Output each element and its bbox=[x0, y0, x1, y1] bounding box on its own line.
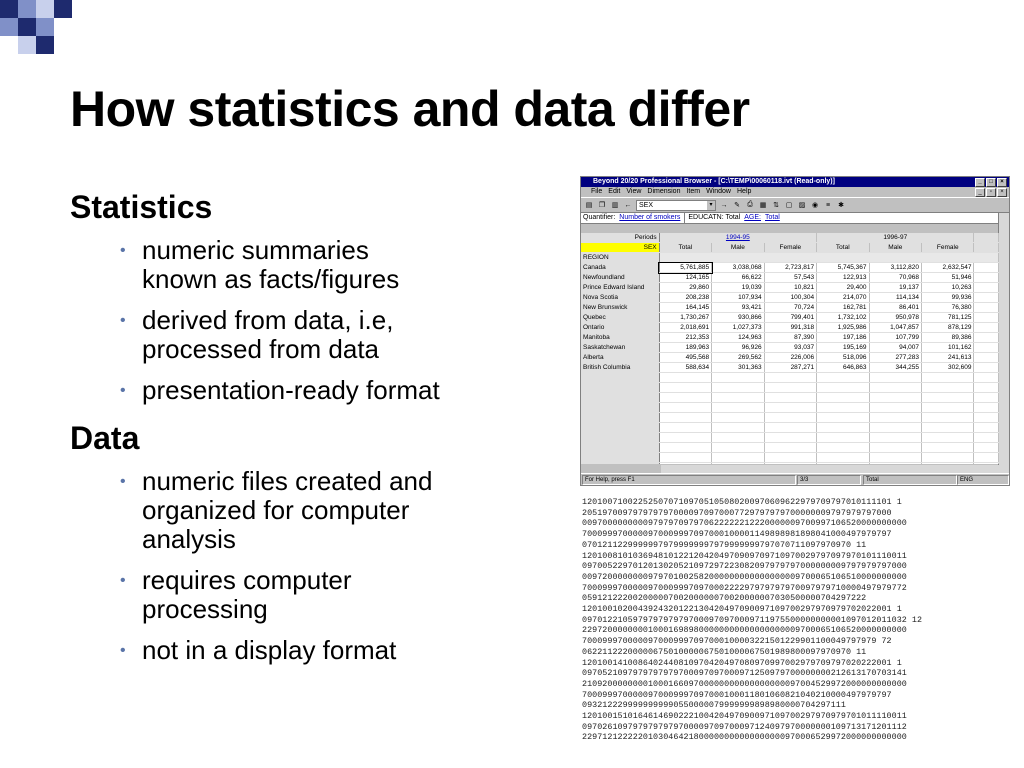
table-cell[interactable]: 189,963 bbox=[659, 343, 711, 353]
table-cell[interactable]: 89,386 bbox=[922, 333, 974, 343]
row-header[interactable]: British Columbia bbox=[581, 363, 659, 373]
doc-minimize-icon[interactable]: _ bbox=[975, 188, 985, 197]
window-title: Beyond 20/20 Professional Browser - [C:\TEMP\00060118.ivt (Read-only)] bbox=[593, 178, 835, 185]
table-cell[interactable]: 86,401 bbox=[869, 303, 921, 313]
empty-row bbox=[581, 403, 999, 413]
table-cell[interactable]: 1,730,267 bbox=[659, 313, 711, 323]
bullet-item: • requires computer processing bbox=[120, 566, 442, 624]
table-cell[interactable]: 269,562 bbox=[712, 353, 764, 363]
empty-row bbox=[581, 433, 999, 443]
raw-data-line: 1201001020043924320122130420497090097109700297970979702022001 1 bbox=[582, 604, 902, 615]
quantifier-bar bbox=[581, 213, 999, 224]
row-header[interactable]: Ontario bbox=[581, 323, 659, 333]
table-cell[interactable]: 57,543 bbox=[764, 273, 816, 283]
empty-row bbox=[581, 443, 999, 453]
browser-window bbox=[580, 176, 1010, 486]
table-cell[interactable]: 10,263 bbox=[922, 283, 974, 293]
table-cell[interactable]: 1,925,986 bbox=[817, 323, 869, 333]
raw-data-line: 0097000000000979797097970622222212220000009700997106520000000000 bbox=[582, 518, 907, 529]
dimension-combo[interactable]: SEX ▾ bbox=[636, 200, 716, 211]
table-cell[interactable]: 1,047,857 bbox=[869, 323, 921, 333]
table-cell[interactable]: 164,145 bbox=[659, 303, 711, 313]
empty-row bbox=[581, 393, 999, 403]
status-page: 3/3 bbox=[797, 475, 861, 485]
table-cell[interactable]: 495,568 bbox=[659, 353, 711, 363]
print-icon[interactable]: ⎙ bbox=[745, 200, 755, 210]
status-total: Total bbox=[863, 475, 957, 485]
doc-close-icon[interactable]: × bbox=[997, 188, 1007, 197]
table-cell[interactable]: 99,936 bbox=[922, 293, 974, 303]
col-header[interactable]: Female bbox=[922, 243, 974, 253]
raw-data-line: 7000999700000970009997097000222297979797970097979710000497979772 bbox=[582, 582, 907, 593]
copy-icon[interactable]: ❐ bbox=[598, 202, 606, 209]
table-cell[interactable]: 2,723,817 bbox=[764, 263, 816, 273]
raw-data-line: 1201008101036948101221204204970909709710970029797097970101110011 bbox=[582, 550, 907, 561]
map-icon[interactable]: ◉ bbox=[811, 202, 819, 209]
raw-data-block bbox=[582, 497, 1012, 765]
table-cell[interactable]: 122,913 bbox=[817, 273, 869, 283]
section-heading-data: Data bbox=[70, 420, 140, 456]
table-cell[interactable]: 124,165 bbox=[659, 273, 711, 283]
table-cell[interactable]: 3,038,068 bbox=[712, 263, 764, 273]
table-cell[interactable]: 241,613 bbox=[922, 353, 974, 363]
table-cell[interactable]: 162,781 bbox=[817, 303, 869, 313]
row-header[interactable]: Nova Scotia bbox=[581, 293, 659, 303]
row-header[interactable]: Canada bbox=[581, 263, 659, 273]
table-cell[interactable]: 344,255 bbox=[869, 363, 921, 373]
slide-title: How statistics and data differ bbox=[70, 81, 750, 137]
raw-data-line: 0970521097979797979700097097000971250979700000000212613170703141 bbox=[582, 668, 907, 679]
open-folder-icon[interactable]: ▤ bbox=[585, 202, 593, 209]
table-row[interactable] bbox=[581, 303, 999, 313]
table-row[interactable] bbox=[581, 273, 999, 283]
col-header[interactable]: Male bbox=[869, 243, 921, 253]
row-header[interactable]: Newfoundland bbox=[581, 273, 659, 283]
raw-data-line: 0970052297012013020521097297223082097979797000000009797979797000 bbox=[582, 561, 907, 572]
empty-row bbox=[581, 453, 999, 463]
table-row[interactable] bbox=[581, 343, 999, 353]
age-value[interactable]: Total bbox=[764, 214, 780, 221]
row-header[interactable]: Prince Edward Island bbox=[581, 283, 659, 293]
table-cell[interactable]: 302,609 bbox=[922, 363, 974, 373]
table-row[interactable] bbox=[581, 353, 999, 363]
table-cell[interactable]: 29,400 bbox=[817, 283, 869, 293]
minimize-icon[interactable]: _ bbox=[975, 178, 985, 187]
book-icon[interactable]: ▥ bbox=[611, 202, 619, 209]
table-row[interactable] bbox=[581, 333, 999, 343]
data-grid bbox=[581, 233, 999, 464]
table-row[interactable] bbox=[581, 313, 999, 323]
period-header-2[interactable]: 1996-97 bbox=[817, 233, 974, 243]
table-cell[interactable]: 518,096 bbox=[817, 353, 869, 363]
table-cell[interactable]: 19,137 bbox=[869, 283, 921, 293]
table-cell[interactable]: 66,622 bbox=[712, 273, 764, 283]
raw-data-line: 2051970097979797970000970970007729797979700000009797979797000 bbox=[582, 507, 892, 518]
empty-row bbox=[581, 373, 999, 383]
menu-bar bbox=[581, 187, 1009, 197]
table-cell[interactable]: 10,821 bbox=[764, 283, 816, 293]
table-cell[interactable]: 29,860 bbox=[659, 283, 711, 293]
table-cell[interactable]: 781,125 bbox=[922, 313, 974, 323]
table-cell[interactable]: 588,634 bbox=[659, 363, 711, 373]
table-cell[interactable]: 799,401 bbox=[764, 313, 816, 323]
statistics-bullets bbox=[70, 236, 520, 405]
table-cell[interactable]: 212,353 bbox=[659, 333, 711, 343]
pencil-icon[interactable]: ✎ bbox=[732, 200, 742, 210]
doc-restore-icon[interactable]: ▫ bbox=[986, 188, 996, 197]
table-cell[interactable]: 2,632,547 bbox=[922, 263, 974, 273]
table-cell[interactable]: 19,039 bbox=[712, 283, 764, 293]
table-icon[interactable]: ▦ bbox=[759, 202, 767, 209]
table-cell[interactable]: 96,926 bbox=[712, 343, 764, 353]
raw-data-line: 06221122200000675010000067501000067501989800097970970 11 bbox=[582, 646, 867, 657]
raw-data-line: 0097200000000979701002582000000000000000009700065106510000000000 bbox=[582, 571, 907, 582]
empty-row bbox=[581, 413, 999, 423]
toolbar bbox=[581, 197, 1009, 213]
table-cell[interactable]: 214,070 bbox=[817, 293, 869, 303]
col-header[interactable]: Female bbox=[764, 243, 816, 253]
raw-data-line: 0932122299999999990550000079999999898980000704297111 bbox=[582, 700, 846, 711]
age-label[interactable]: AGE: bbox=[744, 214, 761, 221]
empty-row bbox=[581, 423, 999, 433]
table-cell[interactable]: 1,732,102 bbox=[817, 313, 869, 323]
menu-window[interactable]: Window bbox=[706, 188, 731, 195]
table-cell[interactable]: 51,946 bbox=[922, 273, 974, 283]
table-row[interactable] bbox=[581, 363, 999, 373]
chart-icon[interactable]: ▨ bbox=[798, 202, 806, 209]
menu-help[interactable]: Help bbox=[737, 188, 752, 195]
quantifier-label: Quantifier: bbox=[583, 214, 616, 221]
table-cell[interactable]: 107,934 bbox=[712, 293, 764, 303]
page-icon[interactable]: ▢ bbox=[785, 202, 793, 209]
slide-body bbox=[70, 188, 520, 679]
table-cell[interactable]: 208,238 bbox=[659, 293, 711, 303]
table-row[interactable] bbox=[581, 323, 999, 333]
empty-row bbox=[581, 383, 999, 393]
table-cell[interactable]: 301,363 bbox=[712, 363, 764, 373]
table-cell[interactable]: 195,169 bbox=[817, 343, 869, 353]
raw-data-line: 1201007100225250707109705105080200970609622979709797010111101 1 bbox=[582, 497, 902, 507]
bullet-item: • derived from data, i.e, processed from data bbox=[120, 306, 442, 364]
row-header[interactable]: Quebec bbox=[581, 313, 659, 323]
forward-arrow-icon[interactable]: → bbox=[720, 201, 728, 209]
table-row[interactable] bbox=[581, 263, 999, 273]
table-cell[interactable]: 5,745,367 bbox=[817, 263, 869, 273]
status-help: For Help, press F1 bbox=[582, 475, 796, 485]
table-cell[interactable]: 101,162 bbox=[922, 343, 974, 353]
table-cell[interactable]: 70,968 bbox=[869, 273, 921, 283]
table-cell[interactable]: 124,963 bbox=[712, 333, 764, 343]
sex-label: SEX bbox=[581, 243, 659, 253]
col-header[interactable]: Total bbox=[817, 243, 869, 253]
raw-data-line: 2297121222220103046421800000000000000000970006529972000000000000 bbox=[582, 732, 907, 743]
raw-data-line: 2297200000000100016989800000000000000000009700065106520000000000 bbox=[582, 625, 907, 636]
table-cell[interactable]: 107,799 bbox=[869, 333, 921, 343]
table-cell[interactable]: 1,027,373 bbox=[712, 323, 764, 333]
table-cell[interactable]: 100,304 bbox=[764, 293, 816, 303]
close-icon[interactable]: × bbox=[997, 178, 1007, 187]
table-cell[interactable]: 93,037 bbox=[764, 343, 816, 353]
raw-data-line: 1201001510164614690222100420497090097109700297970979701011110011 bbox=[582, 711, 907, 722]
menu-dimension[interactable]: Dimension bbox=[647, 188, 681, 195]
periods-label: Periods bbox=[581, 233, 659, 243]
table-cell[interactable]: 277,283 bbox=[869, 353, 921, 363]
horizontal-scrollbar[interactable] bbox=[661, 465, 999, 473]
col-header[interactable]: Male bbox=[712, 243, 764, 253]
bullet-item: • numeric summaries known as facts/figures bbox=[120, 236, 442, 294]
period-header-1[interactable]: 1994-95 bbox=[659, 233, 816, 243]
raw-data-line: 7000999700000970009997097000100011801060821040210000497979797 bbox=[582, 689, 892, 700]
status-lang: ENG bbox=[957, 475, 1009, 485]
menu-view[interactable]: View bbox=[626, 188, 642, 195]
vertical-scrollbar[interactable] bbox=[998, 213, 1009, 473]
back-arrow-icon[interactable]: ← bbox=[624, 201, 632, 209]
raw-data-line: 7000999700000970009997097000100001149898981898041000497979797 bbox=[582, 529, 892, 540]
table-cell[interactable]: 226,006 bbox=[764, 353, 816, 363]
table-cell[interactable]: 197,186 bbox=[817, 333, 869, 343]
table-row[interactable] bbox=[581, 293, 999, 303]
table-row[interactable] bbox=[581, 283, 999, 293]
table-cell[interactable]: 87,390 bbox=[764, 333, 816, 343]
menu-edit[interactable]: Edit bbox=[608, 188, 621, 195]
raw-data-line: 07012112299999979799999997979999999797070711097970970 11 bbox=[582, 539, 867, 550]
table-cell[interactable]: 93,421 bbox=[712, 303, 764, 313]
data-bullets bbox=[70, 467, 520, 665]
section-heading-statistics: Statistics bbox=[70, 189, 213, 225]
window-titlebar bbox=[581, 177, 1009, 187]
table-cell[interactable]: 930,866 bbox=[712, 313, 764, 323]
table-cell[interactable]: 2,018,691 bbox=[659, 323, 711, 333]
raw-data-line: 05912122200200000700200000070020000007030500000704297222 bbox=[582, 593, 867, 604]
table-cell[interactable]: 70,724 bbox=[764, 303, 816, 313]
bullet-item: • numeric files created and organized for computer analysis bbox=[120, 467, 502, 554]
row-header[interactable]: New Brunswick bbox=[581, 303, 659, 313]
raw-data-line: 0970261097979797979700009709700097124097970000000109713171201112 bbox=[582, 721, 907, 732]
raw-data-line: 1201001410086402440810970420497080970997002979709797020222001 1 bbox=[582, 657, 902, 668]
maximize-icon[interactable]: □ bbox=[986, 178, 996, 187]
table-cell[interactable]: 3,112,820 bbox=[869, 263, 921, 273]
raw-data-line: 0970122105979797979797000970970009711975500000000001097012011032 12 bbox=[582, 614, 923, 625]
table-cell[interactable]: 646,863 bbox=[817, 363, 869, 373]
raw-data-line: 7000999700000970009997097000100003221501229901100049797979 72 bbox=[582, 636, 892, 647]
table-cell[interactable]: 950,978 bbox=[869, 313, 921, 323]
quantifier-link[interactable]: Number of smokers bbox=[619, 214, 681, 221]
empty-row bbox=[581, 463, 999, 465]
menu-item[interactable]: Item bbox=[686, 188, 701, 195]
raw-data-line: 2109200000000100016609700000000000000000097004529972000000000000 bbox=[582, 678, 907, 689]
table-cell[interactable]: 991,318 bbox=[764, 323, 816, 333]
table-cell[interactable]: 287,271 bbox=[764, 363, 816, 373]
stack-icon[interactable]: ≡ bbox=[823, 200, 833, 210]
row-header[interactable]: Alberta bbox=[581, 353, 659, 363]
menu-file[interactable]: File bbox=[591, 188, 603, 195]
status-bar bbox=[581, 473, 1009, 485]
table-cell[interactable]: 5,761,885 bbox=[659, 263, 711, 273]
col-header[interactable]: Total bbox=[659, 243, 711, 253]
row-header[interactable]: Manitoba bbox=[581, 333, 659, 343]
row-header[interactable]: Saskatchewan bbox=[581, 343, 659, 353]
table-cell[interactable]: 114,134 bbox=[869, 293, 921, 303]
bullet-item: • not in a display format bbox=[120, 636, 520, 665]
sort-icon[interactable]: ⇅ bbox=[771, 200, 781, 210]
educatn-dimension[interactable]: EDUCATN: Total bbox=[684, 213, 740, 223]
table-cell[interactable]: 94,007 bbox=[869, 343, 921, 353]
region-label: REGION bbox=[581, 253, 659, 263]
corner-decoration bbox=[0, 0, 80, 60]
table-cell[interactable]: 76,380 bbox=[922, 303, 974, 313]
table-cell[interactable]: 878,129 bbox=[922, 323, 974, 333]
edit-icon[interactable]: ✱ bbox=[836, 200, 846, 210]
bullet-item: • presentation-ready format bbox=[120, 376, 520, 405]
